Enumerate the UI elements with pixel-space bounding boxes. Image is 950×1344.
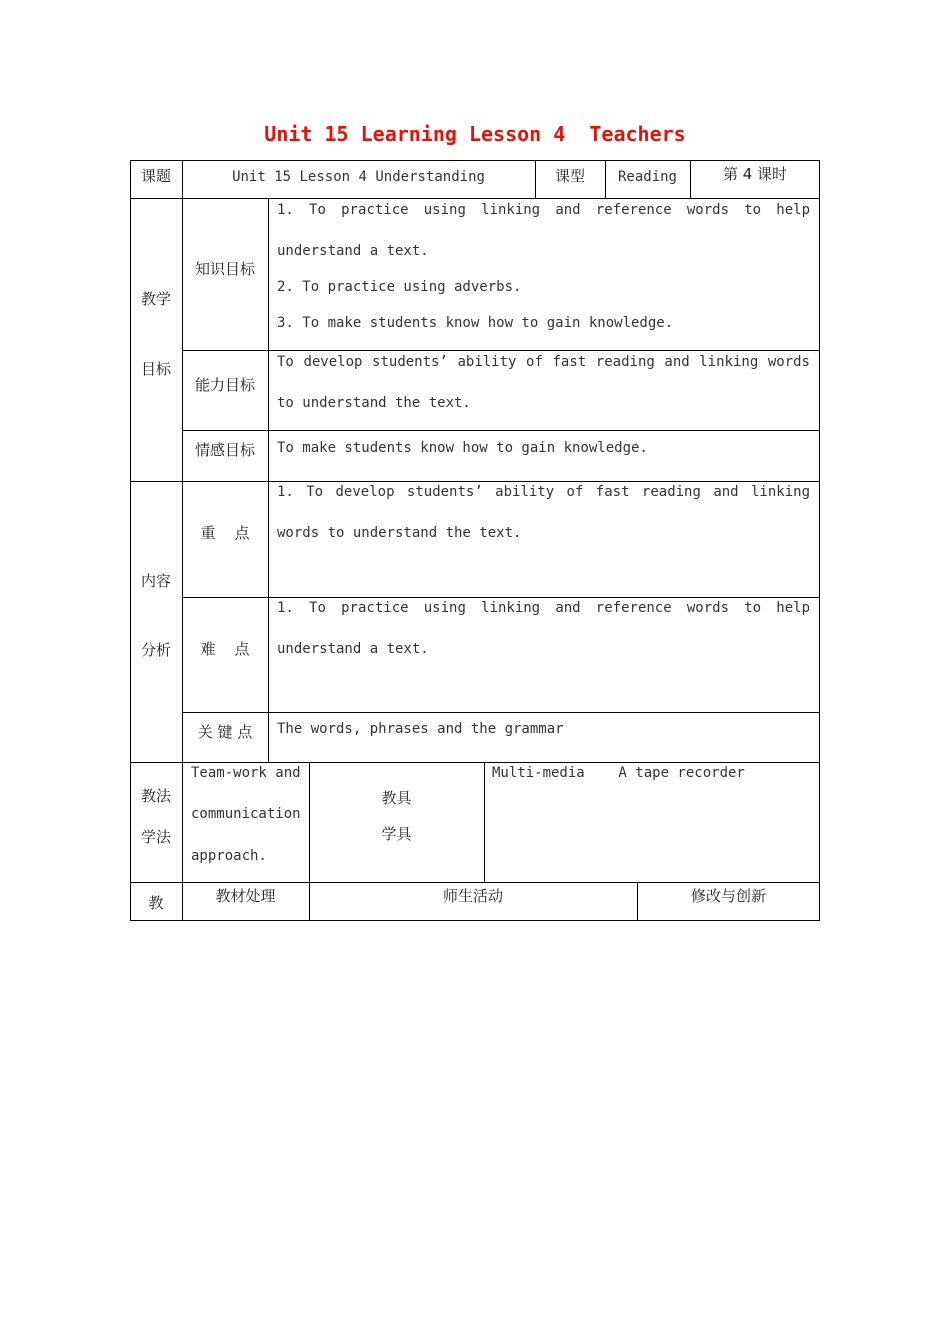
difficult-point-wrap1 [277,600,810,620]
tools-wrap [492,765,812,785]
difficult-point-wrap2 [277,641,810,661]
ability-goal-wrap2 [277,395,810,415]
crux-text: The words, phrases and the grammar [277,721,564,737]
methods-label-line2: 学法 [140,828,171,846]
analysis-label-line2: 分析 [140,641,171,659]
ability-goal-line1: To develop students’ ability of fast reading and linking words [277,354,810,370]
methods-text-line3: approach. [191,848,267,864]
emotion-goal-label: 情感目标 [194,441,255,459]
crux-wrap [277,721,810,741]
key-point-label: 重 点 [200,524,250,542]
methods-text-wrap2 [191,806,302,826]
teaching-tools-label: 教具 [381,789,412,807]
teacher-student-activity-header: 师生活动 [442,887,503,905]
methods-text-line2: communication [191,806,301,822]
knowledge-item3: 3. To make students know how to gain knowledge. [277,315,674,331]
topic-value: Unit 15 Lesson 4 Understanding [232,169,485,185]
knowledge-goal-label: 知识目标 [194,260,255,278]
learning-tools-label: 学具 [381,825,412,843]
knowledge-item1-line1: 1. To practice using linking and reference words to help [277,202,810,218]
ability-goal-line2: to understand the text. [277,395,471,411]
bottom-row-label: 教 [148,894,164,912]
objectives-label-line2: 目标 [140,360,171,378]
lesson-type-value: Reading [617,169,677,185]
knowledge-item1-line2: understand a text. [277,243,429,259]
crux-label: 关 键 点 [197,723,253,741]
key-point-wrap2 [277,525,810,545]
methods-text-wrap3 [191,848,302,868]
lesson-type-label: 课型 [554,167,585,185]
knowledge-goal-text [277,202,810,222]
topic-label: 课题 [140,167,171,185]
difficult-point-line1: 1. To practice using linking and reference words to help [277,600,810,616]
methods-text-wrap1 [191,765,302,785]
document-title: Unit 15 Learning Lesson 4 Teachers [264,122,686,146]
ability-goal-wrap1 [277,354,810,374]
key-point-line1: 1. To develop students’ ability of fast reading and linking [277,484,810,500]
objectives-label-line1: 教学 [140,290,171,308]
tools-text: Multi-media A tape recorder [492,765,745,781]
knowledge-item3-wrap [277,315,810,335]
ability-goal-label: 能力目标 [194,376,255,394]
emotion-goal-wrap [277,440,810,460]
revision-innovation-header: 修改与创新 [690,887,766,905]
knowledge-item2-wrap [277,279,810,299]
analysis-label-line1: 内容 [140,572,171,590]
period-value: 第 4 课时 [722,165,788,183]
emotion-goal-text: To make students know how to gain knowledge. [277,440,648,456]
key-point-wrap1 [277,484,810,504]
knowledge-item1-wrap [277,243,810,263]
key-point-line2: words to understand the text. [277,525,522,541]
knowledge-item2: 2. To practice using adverbs. [277,279,522,295]
material-processing-header: 教材处理 [215,887,276,905]
methods-label-line1: 教法 [140,787,171,805]
difficult-point-label: 难 点 [200,640,250,658]
difficult-point-line2: understand a text. [277,641,429,657]
methods-text-line1: Team-work and [191,765,301,781]
